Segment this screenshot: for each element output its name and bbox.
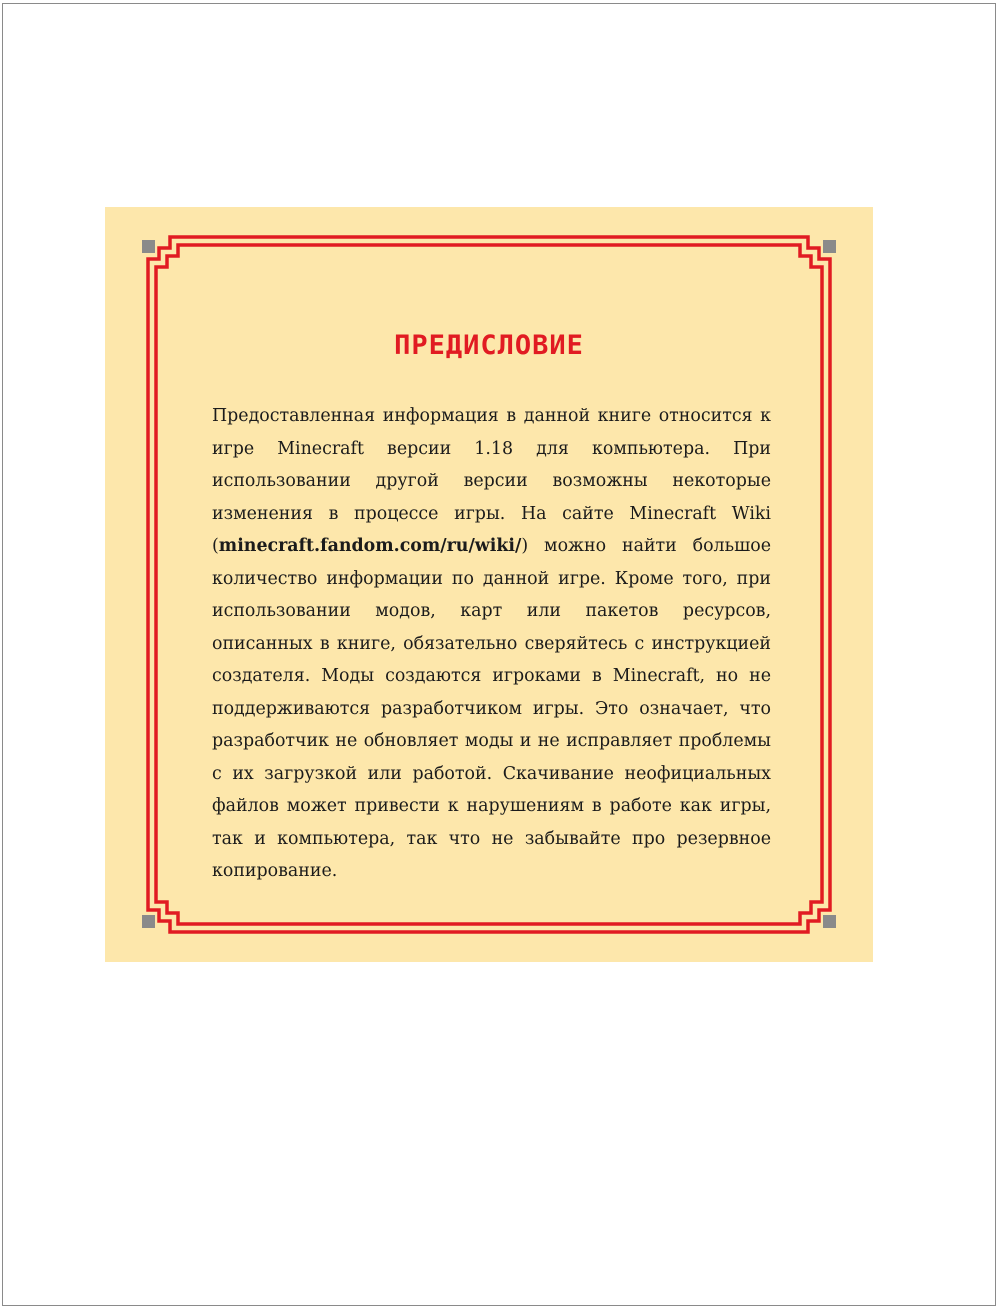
corner-square-bottom-left (142, 915, 155, 928)
corner-square-top-right (823, 240, 836, 253)
preface-panel (105, 207, 873, 962)
preface-text-part2: ) можно найти большое количество информации по данной игре. Кроме того, при использовании модов, карт или пакетов ресурсов, описанных в книге, обязательно сверяйтесь с инструкцией создателя. Моды создаются игроками в Minecraft, но не поддерживаются разработчиком игры. Это означает, что разработчик не обновляет моды и не исправляет проблемы с их загрузкой или работой. Скачивание неофициальных файлов может привести к нарушениям в работе как игры, так и компьютера, так что не забывайте про резервное копирование. (212, 536, 771, 881)
corner-square-top-left (142, 240, 155, 253)
preface-text-part1: Предоставленная информация в данной книге относится к игре Minecraft версии 1.18 для компьютера. При использовании другой версии возможны некоторые изменения в процессе игры. На сайте Minecraft Wiki ( (212, 406, 771, 556)
wiki-url: minecraft.fandom.com/ru/wiki/ (218, 536, 522, 556)
preface-text (212, 400, 771, 888)
preface-title: ПРЕДИСЛОВИЕ (394, 330, 584, 361)
corner-square-bottom-right (823, 915, 836, 928)
